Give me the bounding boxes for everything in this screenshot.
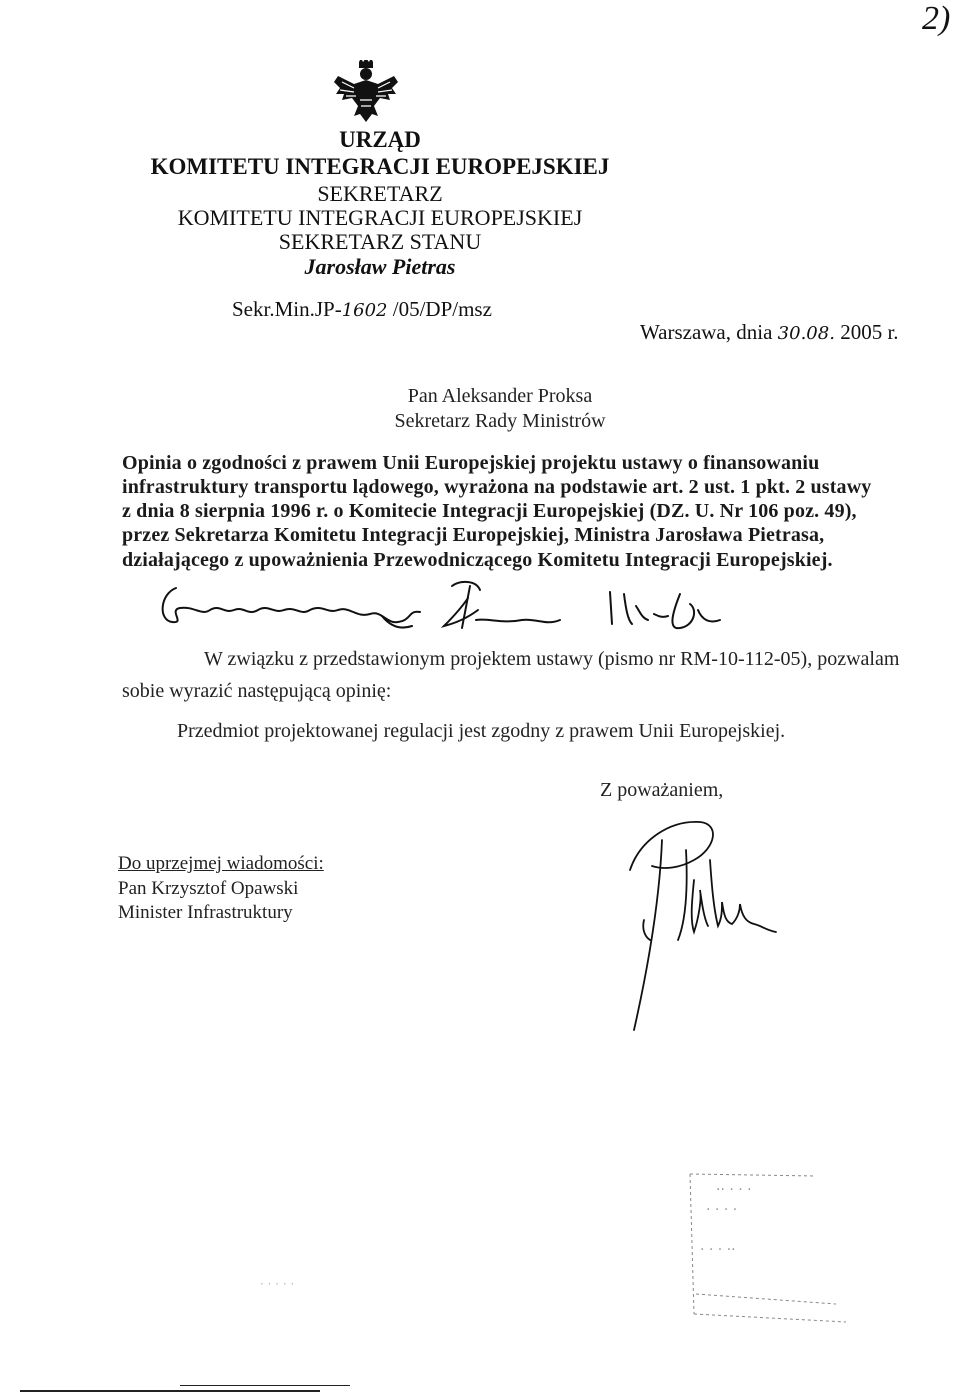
committee-name: KOMITETU INTEGRACJI EUROPEJSKIEJ (150, 154, 610, 179)
date-prefix: Warszawa, dnia (640, 320, 773, 344)
opinion-statement: Przedmiot projektowanej regulacji jest zgodny z prawem Unii Europejskiej. (177, 720, 786, 742)
reference-handwritten: 1602 (341, 300, 388, 321)
svg-text:· · · · ·: · · · · · (260, 1277, 295, 1291)
signature-image (590, 800, 810, 1040)
svg-text:· · · ·: · · · · (706, 1202, 738, 1218)
opinion-line: infrastruktury transportu lądowego, wyrażona na podstawie art. 2 ust. 1 pkt. 2 ustawy (122, 476, 872, 498)
body-paragraph-line: sobie wyrazić następującą opinię: (122, 680, 392, 702)
letter-date (640, 320, 899, 345)
page-number: 2) (922, 0, 951, 37)
date-handwritten: 30.08. (777, 323, 835, 344)
sender-name: Jarosław Pietras (304, 254, 456, 279)
date-year: 2005 r. (840, 320, 899, 344)
letterhead-line: SEKRETARZ (317, 181, 443, 206)
addressee-title: Sekretarz Rady Ministrów (394, 410, 606, 432)
bottom-rule (180, 1385, 350, 1386)
letterhead-line: SEKRETARZ STANU (278, 229, 482, 254)
closing-salutation: Z poważaniem, (600, 779, 724, 801)
reference-number (232, 297, 492, 322)
cc-heading: Do uprzejmej wiadomości: (118, 853, 324, 874)
opinion-line: Opinia o zgodności z prawem Unii Europejskiej projektu ustawy o finansowaniu (122, 452, 820, 474)
reference-prefix: Sekr.Min.JP- (232, 297, 342, 321)
eagle-emblem-icon (330, 60, 402, 126)
svg-text:· · · ··: · · · ·· (700, 1242, 736, 1258)
faint-stamp-mark (260, 1270, 360, 1300)
office-name: URZĄD (339, 127, 421, 152)
addressee-name: Pan Aleksander Proksa (407, 385, 593, 407)
letterhead-line: KOMITETU INTEGRACJI EUROPEJSKIEJ (177, 205, 583, 230)
bottom-rule (20, 1390, 320, 1392)
opinion-line: działającego z upoważnienia Przewodniczącego Komitetu Integracji Europejskiej. (122, 549, 833, 571)
reference-suffix: /05/DP/msz (392, 297, 492, 321)
cc-name: Pan Krzysztof Opawski (118, 878, 299, 899)
cc-title: Minister Infrastruktury (118, 902, 293, 923)
registry-stamp (686, 1164, 856, 1324)
svg-text:·· · · ·: ·· · · · (716, 1182, 752, 1198)
body-paragraph-line: W związku z przedstawionym projektem ustawy (pismo nr RM-10-112-05), pozwalam (204, 648, 900, 670)
opinion-line: z dnia 8 sierpnia 1996 r. o Komitecie Integracji Europejskiej (DZ. U. Nr 106 poz. 49), (122, 500, 857, 522)
opinion-line: przez Sekretarza Komitetu Integracji Europejskiej, Ministra Jarosława Pietrasa, (122, 524, 825, 546)
